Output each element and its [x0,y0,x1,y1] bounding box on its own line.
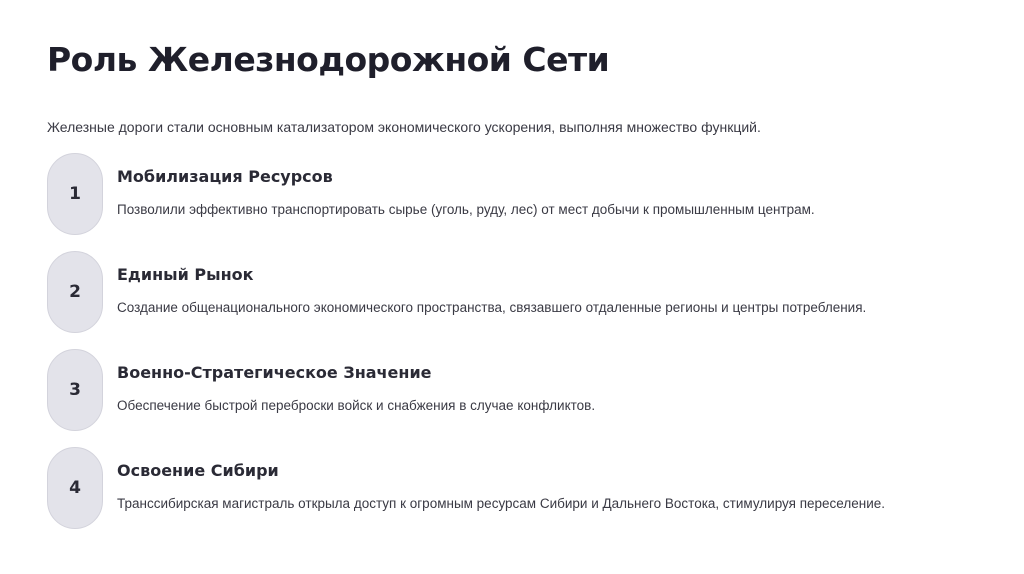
item-title: Освоение Сибири [117,461,279,480]
item-title: Мобилизация Ресурсов [117,167,333,186]
function-list [47,153,987,545]
list-item [47,349,987,433]
page-subtitle: Железные дороги стали основным катализатором экономического ускорения, выполняя множество функций. [47,119,761,135]
list-item [47,153,987,237]
list-item [47,447,987,531]
page-title: Роль Железнодорожной Сети [47,40,610,79]
item-description: Обеспечение быстрой переброски войск и снабжения в случае конфликтов. [117,398,596,413]
list-item [47,251,987,335]
item-number-badge: 2 [47,251,103,333]
item-description: Создание общенационального экономического пространства, связавшего отдаленные регионы и центры потребления. [117,300,867,315]
item-description: Транссибирская магистраль открыла доступ к огромным ресурсам Сибири и Дальнего Востока, стимулируя переселение. [117,496,885,511]
item-title: Военно-Стратегическое Значение [117,363,432,382]
item-number-badge: 4 [47,447,103,529]
item-number-badge: 3 [47,349,103,431]
item-title: Единый Рынок [117,265,254,284]
item-description: Позволили эффективно транспортировать сырье (уголь, руду, лес) от мест добычи к промышленным центрам. [117,202,815,217]
item-number-badge: 1 [47,153,103,235]
